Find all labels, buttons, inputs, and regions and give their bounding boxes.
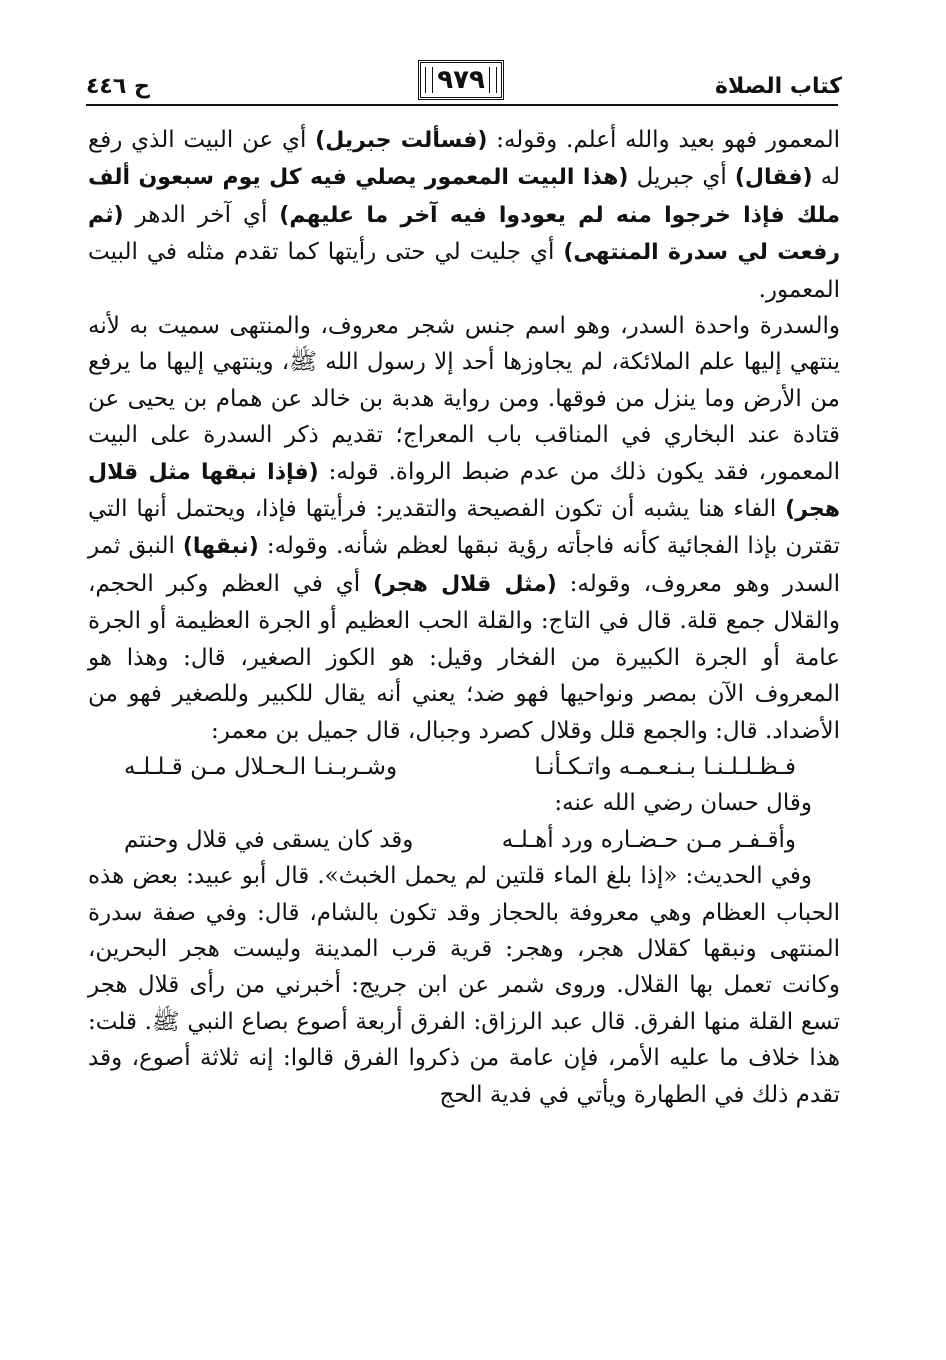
quoted-phrase: (هذا البيت المعمور يصلي فيه كل يوم سبعون ألف ملك فإذا خرجوا منه لم يعودوا فيه آخر ما عليهم) — [88, 165, 840, 228]
verse-hemistich: وقد كان يسقى في قلال وحنتم — [124, 826, 414, 853]
commentary-text: أي جليت لي حتى رأيتها كما تقدم مثله في البيت المعمور. — [88, 239, 840, 303]
commentary-text: والسدرة واحدة السدر، وهو اسم جنس شجر معروف، والمنتهى سميت به لأنه ينتهي إليها علم الملائكة، لم يجاوزها أحد إلا رسول الله ﷺ، وينتهي إليها ما يرفع من الأرض وما ينزل من فوقها. ومن رواية هدبة بن خالد عن همام بن يحيى عن قتادة عند البخاري في المناقب باب المعراج؛ تقديم ذكر السدرة على البيت المعمور، فقد يكون ذلك من عدم ضبط الرواة. قوله: — [88, 313, 841, 485]
verse-intro: وقال حسان رضي الله عنه: — [554, 790, 812, 817]
running-header-book-title: كتاب الصلاة — [715, 74, 842, 99]
paragraph — [88, 308, 840, 749]
quoted-phrase: (فقال) — [734, 165, 813, 191]
commentary-text: الفاء هنا يشبه أن تكون الفصيحة والتقدير: فرأيتها فإذا، ويحتمل أنها التي تقترن بإذا الفجائية كأنه فاجأته رؤية نبقها لعظم شأنه. وقوله: — [88, 496, 840, 560]
quoted-phrase: (فسألت جبريل) — [315, 128, 488, 153]
quoted-phrase: (مثل قلال هجر) — [373, 571, 557, 597]
page-number: ٩٧٩ — [437, 65, 485, 95]
page-number-frame — [418, 60, 504, 100]
verse-hemistich: وأقـفـر مـن حـضـاره ورد أهـلـه — [501, 826, 796, 853]
quoted-phrase: (ثم رفعت لي سدرة المنتهى) — [88, 202, 840, 266]
commentary-text: أي في العظم وكبر الحجم، والقلال جمع قلة. قال في التاج: والقلة الحب العظيم أو الجرة العظيمة أو الجرة عامة أو الجرة الكبيرة من الفخار وقيل: هو الكوز الصغير، قال: وهذا هو المعروف الآن بمصر ونواحيها فهو ضد؛ يعني أنه يقال للكبير وللصغير فهو من الأضداد. قال: والجمع قلل وقلال كصرد وجبال، قال جميل بن معمر: — [88, 570, 840, 744]
verse-hemistich: وشـربـنـا الـحـلال مـن قـلـلـه — [124, 753, 398, 780]
commentary-text: أي جبريل — [628, 164, 735, 191]
commentary-text: النبق ثمر السدر وهو معروف، وقوله: — [88, 533, 840, 597]
quoted-phrase: (نبقها) — [182, 534, 259, 560]
paragraph — [88, 122, 840, 308]
running-header-hadith-ref: ح ٤٤٦ — [86, 74, 150, 99]
quoted-phrase: (فإذا نبقها مثل قلال هجر) — [88, 459, 840, 523]
header-rule — [86, 104, 838, 106]
commentary-text: أي آخر الدهر — [123, 201, 280, 228]
poetry-verse — [88, 749, 840, 785]
poetry-verse — [88, 822, 840, 858]
commentary-text: المعمور فهو بعيد والله أعلم. وقوله: — [487, 127, 841, 153]
main-text — [88, 122, 840, 1113]
verse-hemistich: فـظـلـلـنـا بـنـعـمـه واتـكـأنـا — [534, 753, 796, 780]
paragraph: وفي الحديث: «إذا بلغ الماء قلتين لم يحمل الخبث». قال أبو عبيد: بعض هذه الحباب العظام وهي معروفة بالحجاز وقد تكون بالشام، قال: وفي صفة سدرة المنتهى ونبقها كقلال هجر، وهجر: قرية قرب المدينة وليست هجر البحرين، وكانت تعمل بها القلال. وروى شمر عن ابن جريج: أخبرني من رأى قلال هجر تسع القلة منها الفرق. قال عبد الرزاق: الفرق أربعة أصوع بصاع النبي ﷺ. قلت: هذا خلاف ما عليه الأمر، فإن عامة من ذكروا الفرق قالوا: إنه ثلاثة أصوع، وقد تقدم ذلك في الطهارة ويأتي في فدية الحج — [88, 863, 840, 1108]
commentary-text: أي عن البيت الذي رفع له — [88, 127, 840, 191]
